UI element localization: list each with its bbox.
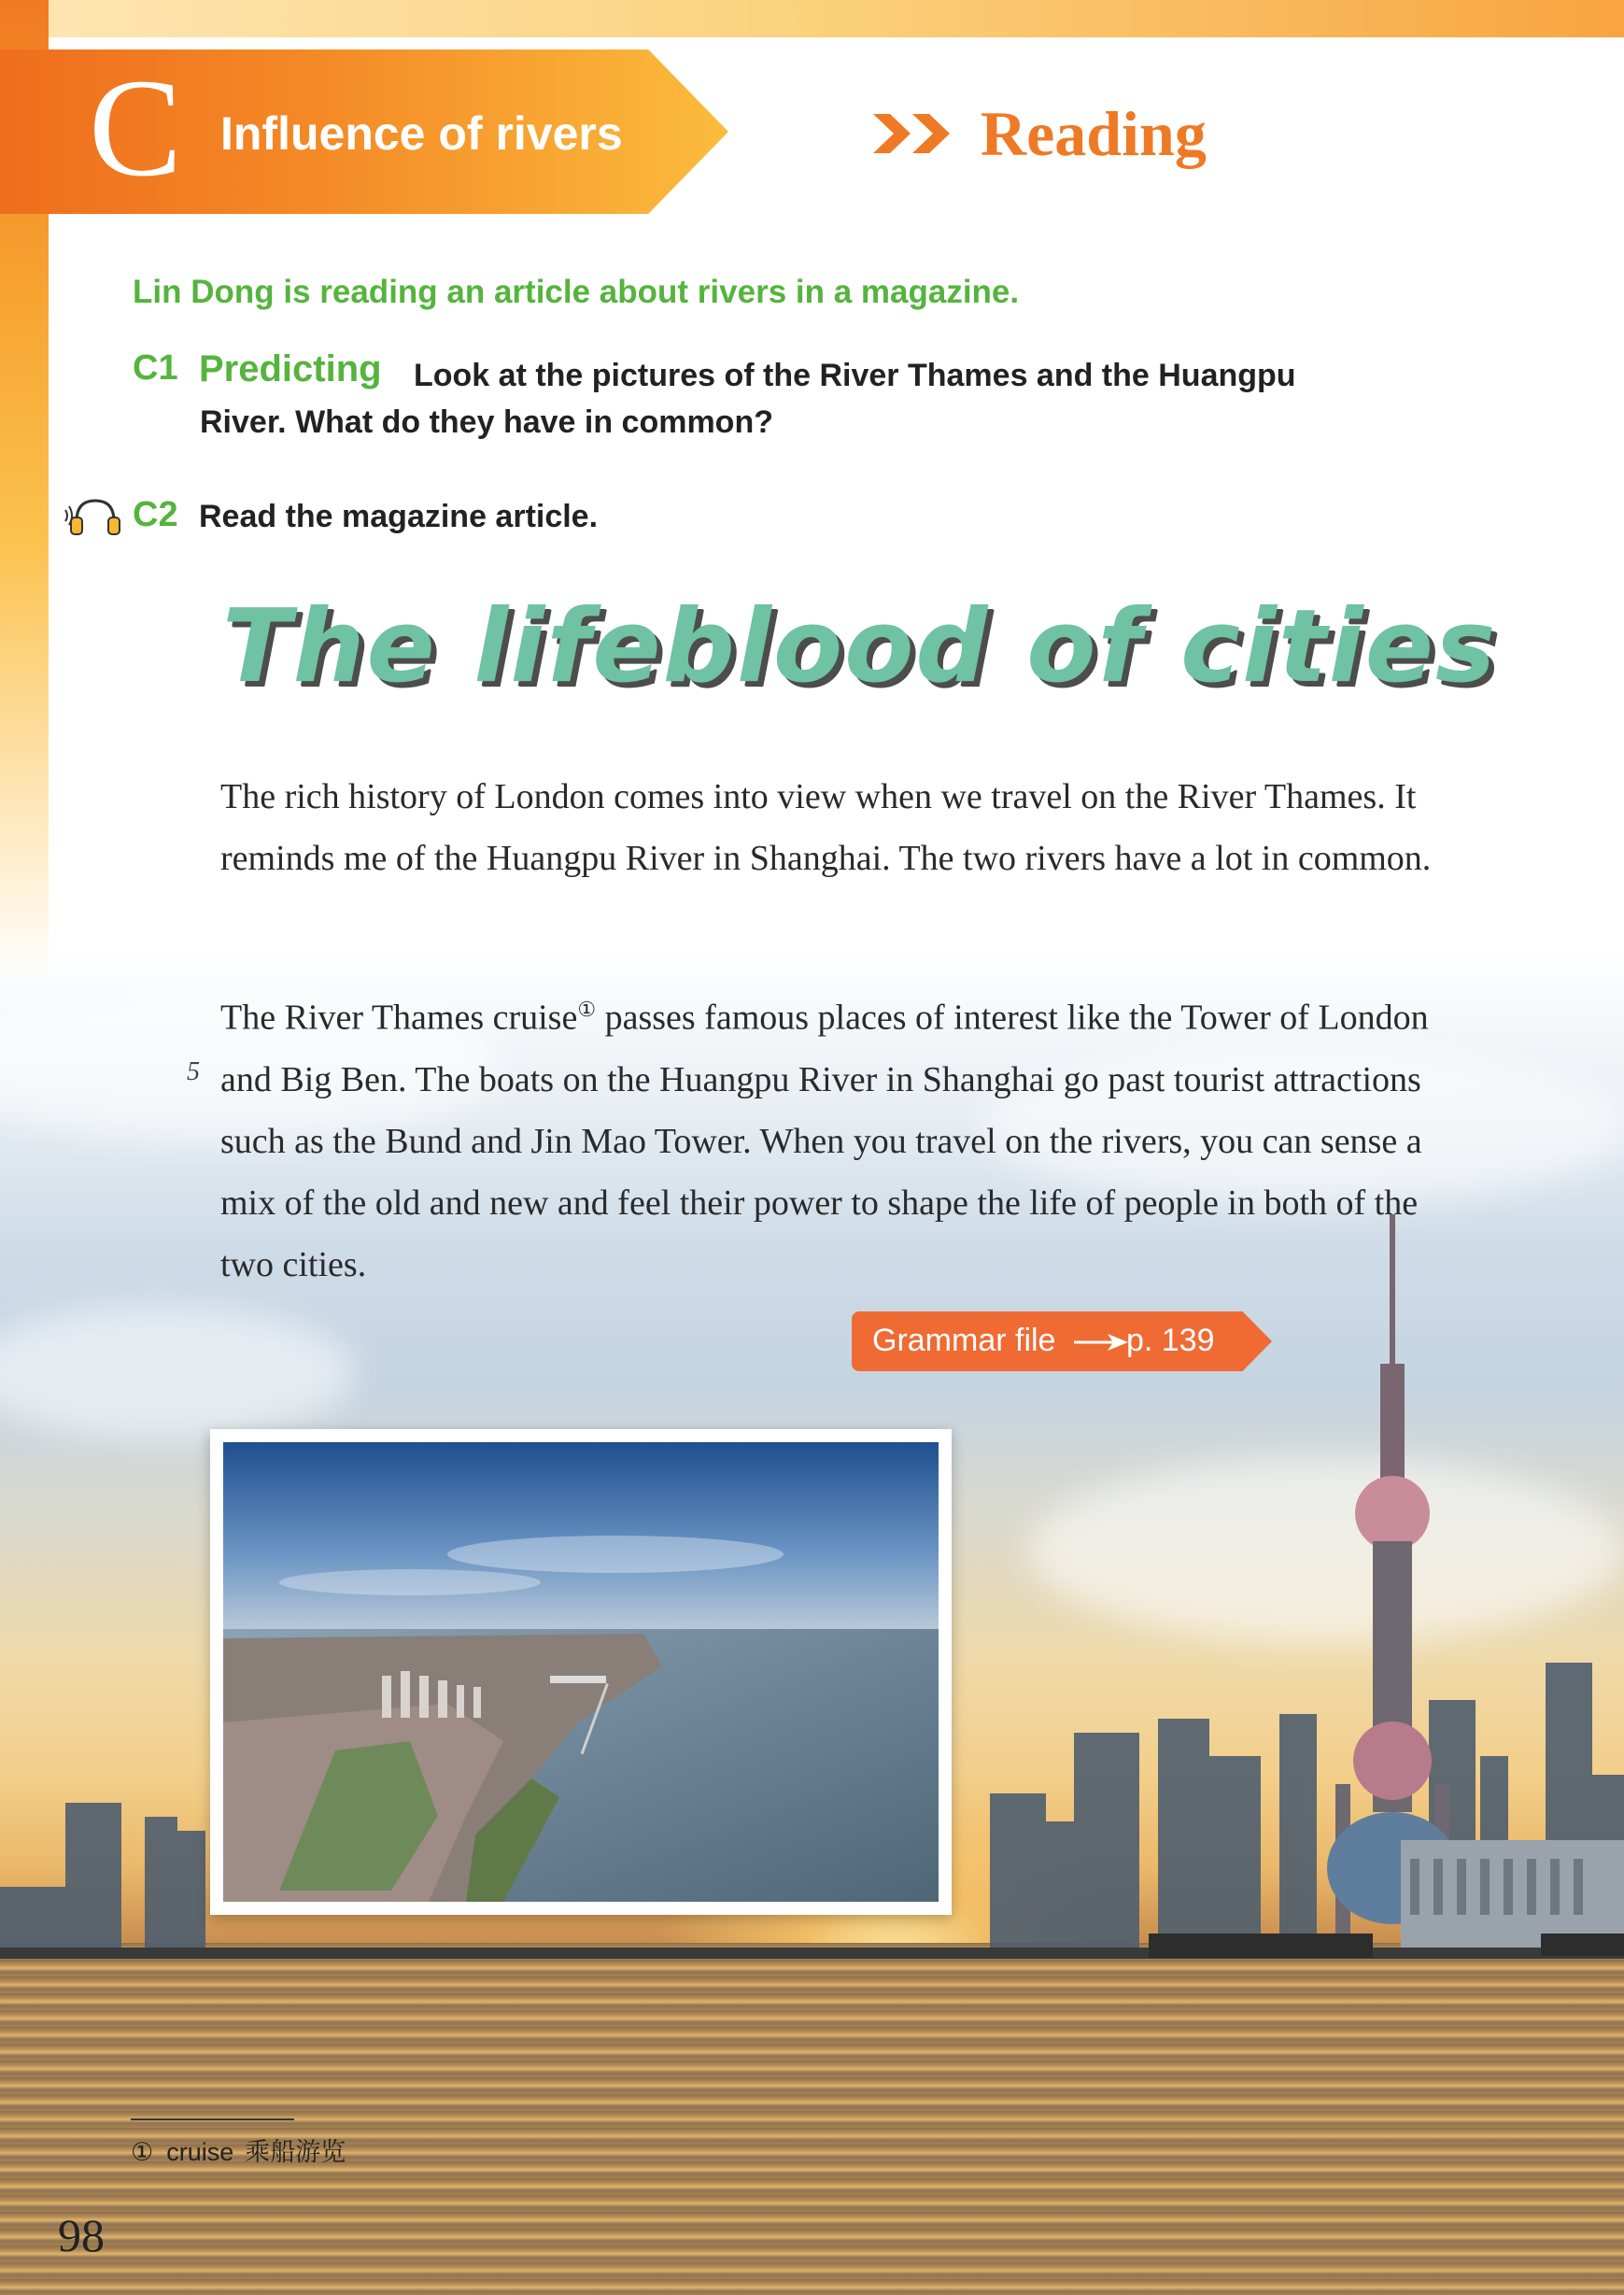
- section-title: Influence of rivers: [220, 107, 623, 160]
- task-c1-line2: River. What do they have in common?: [200, 404, 773, 440]
- footnote-rule: [131, 2118, 294, 2120]
- footnote-marker[interactable]: ①: [577, 998, 597, 1021]
- footnote-term: cruise: [166, 2138, 234, 2166]
- section-letter: C: [89, 50, 183, 205]
- grammar-file-page: p. 139: [1126, 1323, 1215, 1358]
- arrow-right-icon: [1074, 1332, 1130, 1353]
- paragraph-2-start: The River Thames cruise: [220, 998, 578, 1038]
- footnote-number: ①: [131, 2138, 154, 2167]
- footnote: [131, 2132, 346, 2168]
- aerial-photo-image: [223, 1442, 939, 1902]
- article-paragraph-2: [220, 979, 1462, 1296]
- skill-label: Reading: [981, 98, 1207, 169]
- task-c2-instruction: Read the magazine article.: [199, 499, 599, 534]
- page-number: 98: [58, 2209, 105, 2261]
- grammar-file-label: Grammar file: [872, 1323, 1056, 1358]
- footnote-translation: 乘船游览: [245, 2138, 346, 2167]
- intro-text: Lin Dong is reading an article about rivers in a magazine.: [133, 274, 1020, 310]
- task-number-c1: C1: [133, 348, 178, 388]
- paragraph-2-rest: passes famous places of interest like the Tower of London and Big Ben. The boats on the Huangpu River in Shanghai go past tourist attractions such as the Bund and Jin Mao Tower. When you travel on the rivers, you can sense a mix of the old and new and feel their power to shape the life of people in both of the two cities.: [220, 998, 1429, 1284]
- article-paragraph-1: The rich history of London comes into view when we travel on the River Thames. It reminds me of the Huangpu River in Shanghai. The two rivers have a lot in common.: [220, 777, 1432, 878]
- task-c1-line1: Look at the pictures of the River Thames and the Huangpu: [414, 358, 1296, 393]
- grammar-file-link[interactable]: [852, 1311, 1272, 1371]
- line-number: 5: [187, 1057, 200, 1086]
- huangpu-aerial-photo: [210, 1429, 952, 1915]
- article-title: The lifeblood of cities: [222, 588, 1498, 705]
- task-number-c2: C2: [133, 495, 178, 534]
- headphones-audio-icon[interactable]: [64, 493, 123, 538]
- top-decor-bar: [0, 0, 1624, 37]
- task-label-predicting: Predicting: [199, 348, 382, 390]
- double-chevron-icon: [873, 110, 957, 157]
